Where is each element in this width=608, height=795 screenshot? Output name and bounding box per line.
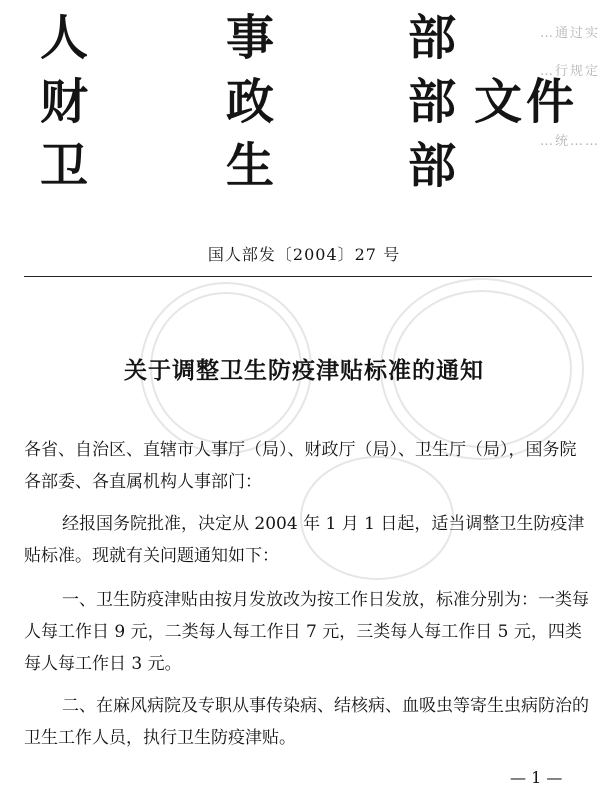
page-number: — 1 —	[510, 768, 563, 787]
header-char: 人	[40, 10, 89, 66]
header-char: 政	[226, 74, 275, 130]
header-char: 部	[408, 10, 457, 66]
recipients: 各省、自治区、直辖市人事厅（局）、财政厅（局）、卫生厅（局），国务院各部委、各直属机构人事部门：	[24, 440, 577, 492]
bleed-through-line: …统……	[539, 134, 600, 149]
header-suffix: 文件	[474, 74, 579, 130]
bleed-through-line: …行规定	[539, 64, 600, 79]
header-char: 财	[40, 74, 89, 130]
header-char: 部	[408, 74, 457, 130]
bleed-through-line: …通过实	[539, 26, 600, 41]
header-divider	[24, 276, 592, 277]
body-paragraph: 一、卫生防疫津贴由按月发放改为按工作日发放，标准分别为：一类每人每工作日 9 元，二类每人每工作日 7 元，三类每人每工作日 5 元，四类每人每工作日 3 元。	[24, 590, 589, 674]
body-paragraph: 二、在麻风病院及专职从事传染病、结核病、血吸虫等寄生虫病防治的卫生工作人员，执行卫生防疫津贴。	[24, 696, 589, 748]
header-char: 卫	[40, 138, 89, 194]
header-char: 事	[226, 10, 275, 66]
document-number: 国人部发〔2004〕27 号	[207, 245, 401, 264]
notice-title: 关于调整卫生防疫津贴标准的通知	[124, 357, 484, 384]
header-char: 部	[408, 138, 457, 194]
header-char: 生	[226, 138, 275, 194]
body-paragraph: 经报国务院批准，决定从 2004 年 1 月 1 日起，适当调整卫生防疫津贴标准。现就有关问题通知如下：	[24, 514, 585, 566]
